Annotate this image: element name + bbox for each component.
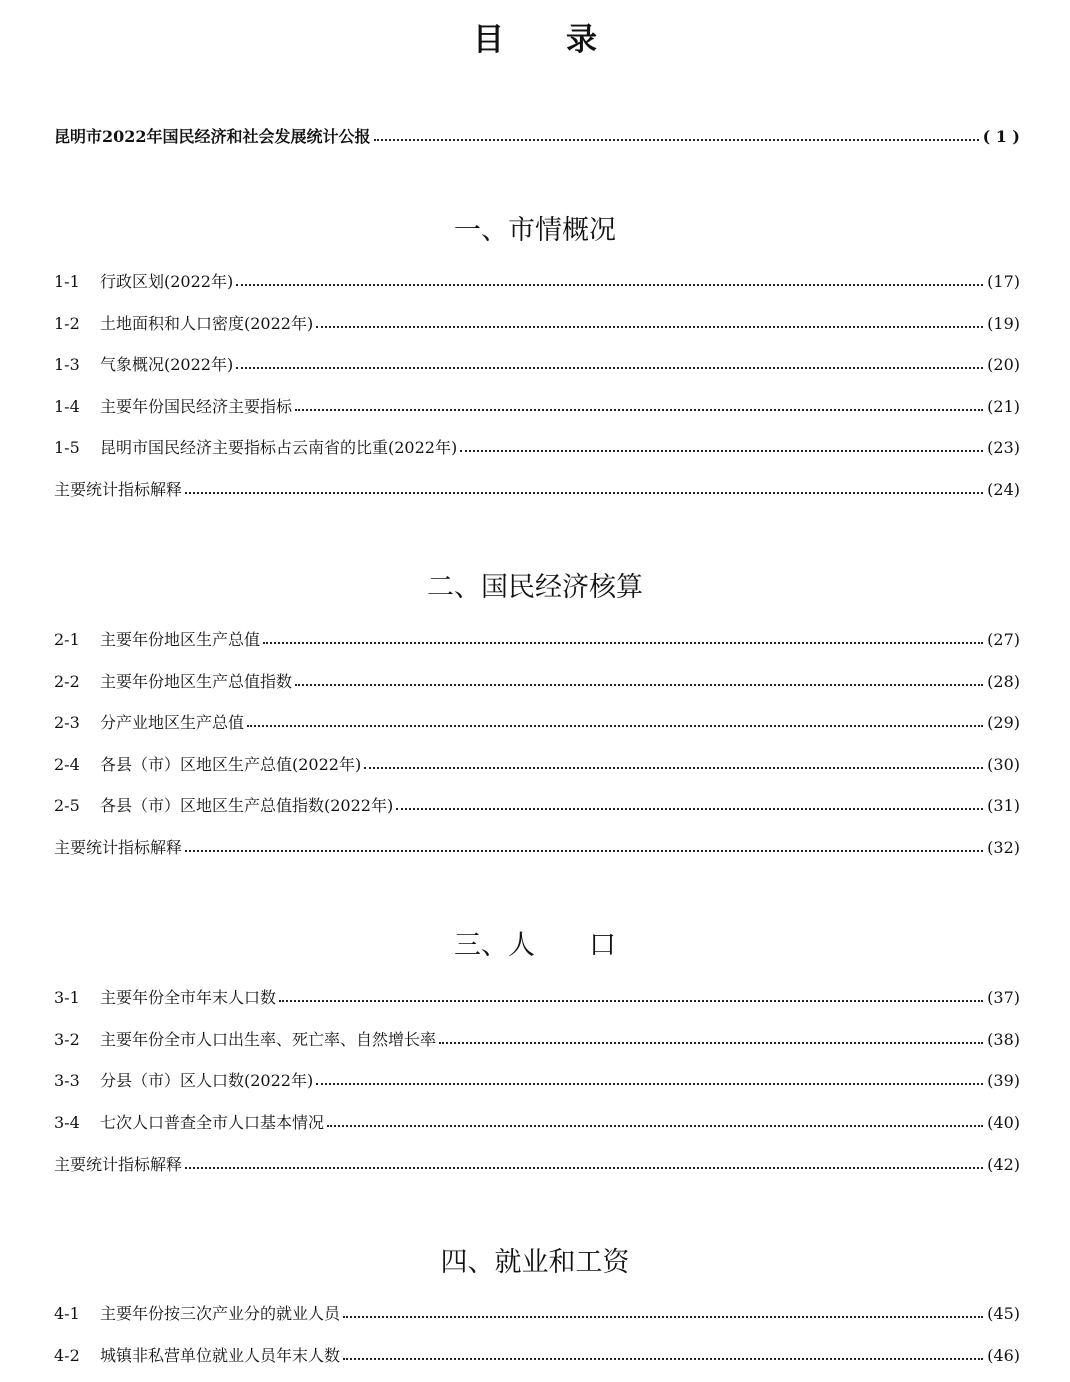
toc-entry-label: 主要统计指标解释 [54, 1155, 183, 1174]
toc-entry[interactable] [54, 478, 1020, 502]
toc-page-number: (31) [987, 796, 1020, 815]
toc-entry[interactable] [54, 753, 1020, 777]
toc-page-number: (28) [987, 672, 1020, 691]
toc-entry-number: 2-3 [54, 713, 80, 732]
toc-entry-label: 主要年份地区生产总值 [100, 630, 261, 649]
toc-entry-label: 主要统计指标解释 [54, 480, 183, 499]
toc-entry[interactable] [54, 312, 1020, 336]
toc-entry-number: 4-2 [54, 1346, 80, 1365]
toc-page-number: (17) [987, 272, 1020, 291]
toc-page-number: (45) [987, 1304, 1020, 1323]
toc-page-number: (38) [987, 1030, 1020, 1049]
toc-page-number: (46) [987, 1346, 1020, 1365]
toc-entry-label: 主要年份地区生产总值指数 [100, 672, 293, 691]
toc-entry-label: 土地面积和人口密度(2022年) [100, 314, 314, 333]
toc-entry-bulletin[interactable] [54, 125, 1020, 149]
toc-entry[interactable] [54, 711, 1020, 735]
toc-entry-number: 2-4 [54, 755, 80, 774]
toc-entry-label: 行政区划(2022年) [100, 272, 234, 291]
dot-leader [263, 640, 983, 644]
toc-entry[interactable] [54, 1302, 1020, 1326]
toc-entry[interactable] [54, 986, 1020, 1010]
toc-page-number: (39) [987, 1071, 1020, 1090]
toc-page-number: (30) [987, 755, 1020, 774]
toc-entry-number: 1-5 [54, 438, 80, 457]
dot-leader [185, 848, 983, 852]
dot-leader [185, 490, 983, 494]
toc-entry[interactable] [54, 1344, 1020, 1368]
toc-page-number: (23) [987, 438, 1020, 457]
dot-leader [295, 682, 983, 686]
toc-entry-number: 3-4 [54, 1113, 80, 1132]
toc-entry-number: 2-2 [54, 672, 80, 691]
dot-leader [236, 365, 983, 369]
toc-page-number: ( 1 ) [982, 127, 1020, 146]
toc-entry-label: 主要统计指标解释 [54, 838, 183, 857]
dot-leader [343, 1314, 983, 1318]
dot-leader [316, 324, 983, 328]
toc-entry-label: 昆明市国民经济主要指标占云南省的比重(2022年) [100, 438, 458, 457]
toc-entry-number: 4-1 [54, 1304, 80, 1323]
toc-entry-number: 2-1 [54, 630, 80, 649]
toc-page-number: (24) [987, 480, 1020, 499]
toc-entry-label: 七次人口普查全市人口基本情况 [100, 1113, 325, 1132]
section-title-2: 二、国民经济核算 [427, 572, 643, 603]
toc-entry-label: 各县（市）区地区生产总值指数(2022年) [100, 796, 394, 815]
toc-entry[interactable] [54, 670, 1020, 694]
toc-entry[interactable] [54, 395, 1020, 419]
dot-leader [185, 1165, 983, 1169]
toc-page-number: (29) [987, 713, 1020, 732]
dot-leader [247, 723, 983, 727]
toc-page-number: (27) [987, 630, 1020, 649]
toc-entry[interactable] [54, 436, 1020, 460]
dot-leader [364, 765, 983, 769]
section-title-3: 三、人 口 [454, 930, 616, 961]
dot-leader [396, 806, 983, 810]
toc-page-number: (21) [987, 397, 1020, 416]
toc-entry-number: 1-2 [54, 314, 80, 333]
toc-entry[interactable] [54, 1069, 1020, 1093]
dot-leader [279, 998, 983, 1002]
toc-entry-number: 2-5 [54, 796, 80, 815]
toc-entry-number: 1-1 [54, 272, 80, 291]
toc-entry-label: 主要年份按三次产业分的就业人员 [100, 1304, 341, 1323]
toc-page-number: (37) [987, 988, 1020, 1007]
toc-entry[interactable] [54, 1153, 1020, 1177]
toc-entry-number: 3-1 [54, 988, 80, 1007]
toc-entry[interactable] [54, 353, 1020, 377]
toc-entry-number: 3-3 [54, 1071, 80, 1090]
toc-entry-label: 城镇非私营单位就业人员年末人数 [100, 1346, 341, 1365]
toc-page-number: (20) [987, 355, 1020, 374]
section-title-4: 四、就业和工资 [440, 1247, 630, 1278]
dot-leader [343, 1356, 983, 1360]
toc-entry-number: 1-3 [54, 355, 80, 374]
toc-entry[interactable] [54, 836, 1020, 860]
toc-entry[interactable] [54, 794, 1020, 818]
toc-page-number: (42) [987, 1155, 1020, 1174]
dot-leader [295, 407, 983, 411]
toc-entry-number: 1-4 [54, 397, 80, 416]
toc-entry-label: 主要年份全市年末人口数 [100, 988, 277, 1007]
dot-leader [327, 1123, 983, 1127]
dot-leader [460, 448, 983, 452]
toc-entry[interactable] [54, 270, 1020, 294]
toc-entry[interactable] [54, 1028, 1020, 1052]
section-title-1: 一、市情概况 [454, 215, 616, 246]
dot-leader [439, 1040, 983, 1044]
dot-leader [236, 282, 983, 286]
dot-leader [316, 1081, 983, 1085]
page-title: 目 录 [473, 22, 597, 58]
toc-entry-label: 分县（市）区人口数(2022年) [100, 1071, 314, 1090]
toc-page-number: (19) [987, 314, 1020, 333]
toc-entry-label: 分产业地区生产总值 [100, 713, 245, 732]
toc-page-number: (40) [987, 1113, 1020, 1132]
toc-entry-number: 3-2 [54, 1030, 80, 1049]
toc-entry-label: 主要年份国民经济主要指标 [100, 397, 293, 416]
toc-entry-label: 昆明市2022年国民经济和社会发展统计公报 [54, 127, 371, 146]
toc-entry-label: 各县（市）区地区生产总值(2022年) [100, 755, 362, 774]
toc-entry-label: 气象概况(2022年) [100, 355, 234, 374]
toc-entry-label: 主要年份全市人口出生率、死亡率、自然增长率 [100, 1030, 437, 1049]
toc-entry[interactable] [54, 628, 1020, 652]
toc-page-number: (32) [987, 838, 1020, 857]
toc-entry[interactable] [54, 1111, 1020, 1135]
dot-leader [374, 137, 979, 141]
